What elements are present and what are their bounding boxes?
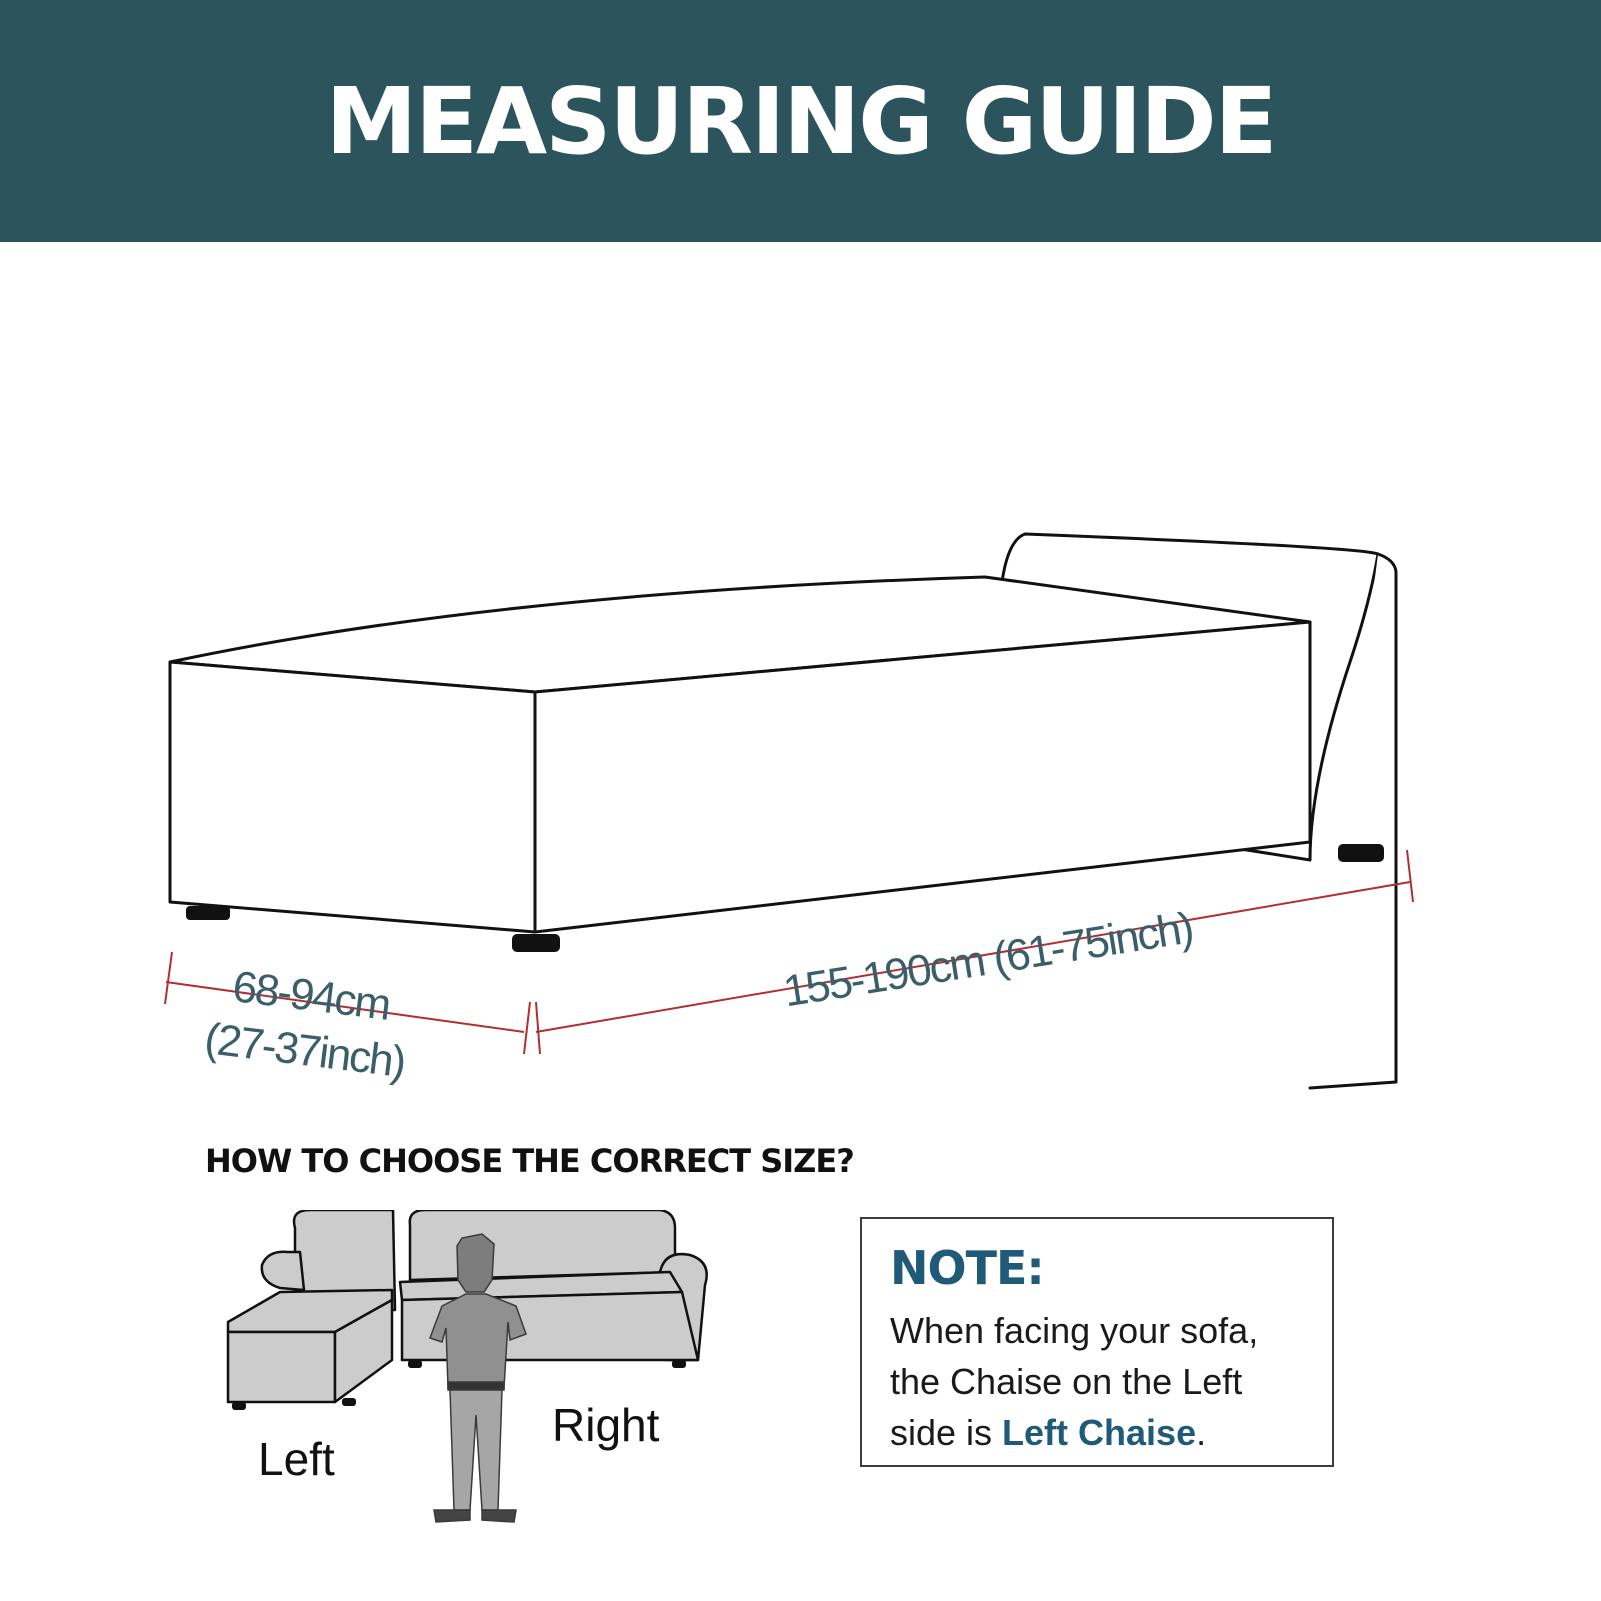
note-line-2: the Chaise on the Left xyxy=(890,1361,1243,1402)
choose-size-title: HOW TO CHOOSE THE CORRECT SIZE? xyxy=(205,1142,854,1180)
header-banner xyxy=(0,0,1601,242)
note-line-1: When facing your sofa, xyxy=(890,1310,1259,1351)
page-title: MEASURING GUIDE xyxy=(325,67,1276,175)
foot-right xyxy=(1338,844,1384,862)
sofa-orientation-illustration xyxy=(220,1210,740,1595)
person-shoe-left xyxy=(434,1510,470,1522)
right-sofa-foot-2 xyxy=(672,1360,686,1368)
foot-middle xyxy=(512,934,560,952)
left-chaise-foot-1 xyxy=(232,1402,246,1410)
note-line-3 xyxy=(890,1407,1304,1458)
note-line-3-suffix: . xyxy=(1196,1412,1207,1453)
length-tick-right xyxy=(1407,850,1413,902)
right-sofa-back xyxy=(410,1210,675,1280)
person-shoe-right xyxy=(482,1510,516,1522)
person-legs xyxy=(450,1390,502,1510)
depth-label-inch: (27-37inch) xyxy=(202,1014,408,1088)
note-title: NOTE: xyxy=(890,1241,1044,1295)
depth-tick-left xyxy=(165,952,172,1004)
length-tick-left xyxy=(536,1002,540,1054)
left-chaise-front xyxy=(228,1332,335,1402)
note-box xyxy=(860,1217,1334,1467)
left-label: Left xyxy=(258,1433,335,1485)
person-head xyxy=(457,1234,494,1292)
note-highlight: Left Chaise xyxy=(1002,1412,1197,1453)
person-belt xyxy=(448,1382,504,1390)
depth-tick-right xyxy=(524,1002,530,1054)
left-chaise-arm xyxy=(262,1252,304,1290)
note-body xyxy=(890,1305,1304,1458)
depth-label-cm: 68-94cm xyxy=(230,962,393,1030)
right-sofa-foot-1 xyxy=(408,1360,422,1368)
seat-end-face xyxy=(170,662,535,932)
foot-left xyxy=(186,906,230,920)
right-label: Right xyxy=(552,1399,660,1451)
note-line-3-prefix: side is xyxy=(890,1412,1003,1453)
length-label: 155-190cm (61-75inch) xyxy=(780,903,1196,1017)
left-chaise-foot-2 xyxy=(342,1398,356,1406)
